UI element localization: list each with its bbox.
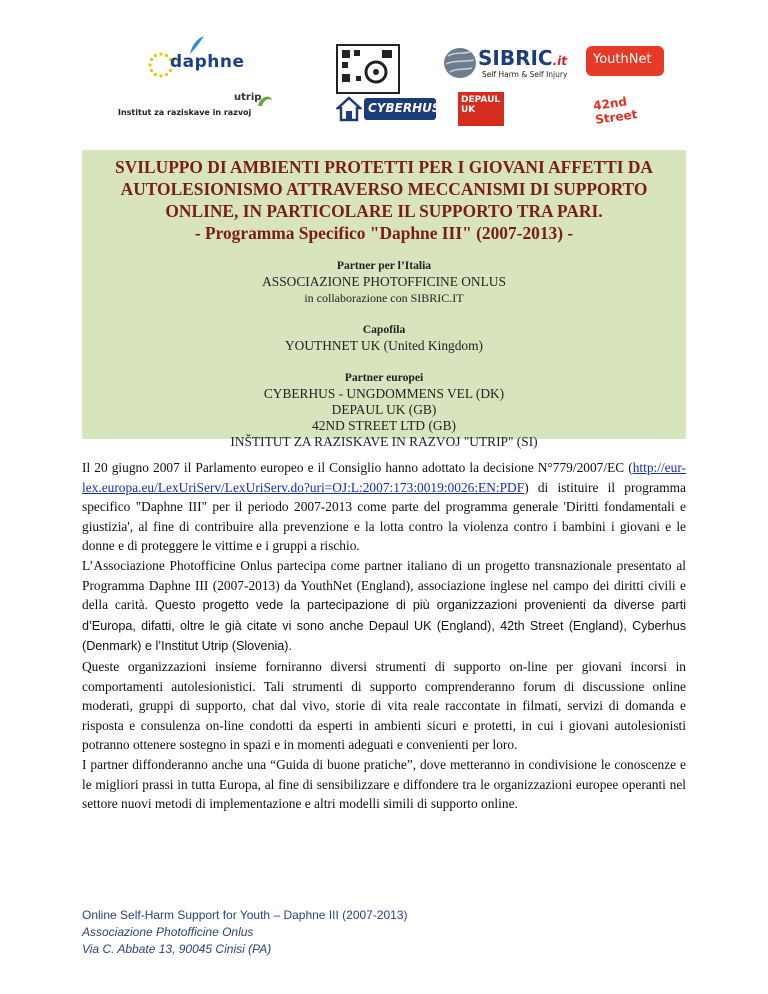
cyberhus-wordmark: CYBERHUS	[368, 101, 441, 115]
utrip-institute-label: Institut za raziskave in razvoj	[118, 108, 252, 117]
utrip-swirl-icon	[256, 92, 274, 110]
youthnet-wordmark: YouthNet	[593, 52, 652, 67]
eur-lex-link[interactable]: http://eur-lex.europa.eu/LexUriServ/LexUriServ.do?uri=OJ:L:2007:173:0019:0026:EN:PDF	[82, 460, 686, 495]
footer-organization: Associazione Photofficine Onlus	[82, 925, 254, 939]
title-line: ONLINE, IN PARTICOLARE IL SUPPORTO TRA PARI.	[165, 201, 603, 221]
european-partner: INŠTITUT ZA RAZISKAVE IN RAZVOJ "UTRIP" (SI)	[230, 434, 538, 449]
depaul-wordmark: DEPAUL UK	[461, 95, 501, 115]
paragraph-photofficine: L’Associazione Photofficine Onlus partecipa come partner italiano di un progetto transnazionale presentato al Programma Daphne III (2007-2013) da YouthNet (England), associazione inglese nel campo dei diritti civili e della carità. Questo progetto vede la partecipazione di più organizzazioni provenienti da diverse parti d’Europa, difatti, oltre le già citate vi sono anche Depaul UK (England), 42th Street (England), Cyberhus (Denmark) e l’Institut Utrip (Slovenia).	[82, 557, 686, 654]
lead-partner-name: YOUTHNET UK (United Kingdom)	[285, 338, 483, 353]
42nd-street-logo	[588, 90, 666, 127]
european-partners-label: Partner europei	[344, 371, 424, 384]
footer-project: Online Self-Harm Support for Youth – Daphne III (2007-2013)	[82, 908, 408, 922]
page-footer	[82, 907, 408, 958]
lead-partner-label: Capofila	[362, 323, 406, 336]
daphne-logo	[148, 40, 245, 84]
utrip-logo	[118, 92, 273, 122]
utrip-wordmark: utrip	[234, 92, 262, 103]
european-partner: 42ND STREET LTD (GB)	[312, 418, 456, 433]
cyberhus-logo	[336, 96, 441, 122]
daphne-wordmark: daphne	[170, 52, 245, 72]
document-title	[82, 156, 686, 244]
italian-partner-block	[82, 258, 686, 306]
european-partner: CYBERHUS - UNGDOMMENS VEL (DK)	[263, 386, 505, 401]
italian-partner-collaboration: in collaborazione con SIBRIC.IT	[304, 291, 464, 305]
title-line: - Programma Specifico "Daphne III" (2007-2013) -	[194, 223, 574, 243]
paragraph-good-practice: I partner diffonderanno anche una “Guida di buone pratiche”, dove metteranno in condivisione le conoscenze e le migliori prassi in tutta Europa, al fine di sensibilizzare e diffondere tra le organizzazioni europee operanti nel settore nuovi metodi di implementazione e altri modelli simili di supporto online.	[82, 756, 686, 812]
depaul-logo	[458, 92, 504, 126]
house-icon	[336, 96, 362, 122]
sibric-globe-icon	[442, 46, 478, 80]
sibric-subtitle: Self Harm & Self Injury	[482, 70, 568, 79]
italian-partner-name: ASSOCIAZIONE PHOTOFFICINE ONLUS	[262, 274, 506, 289]
sibric-wordmark: SIBRIC.it	[478, 46, 568, 70]
paragraph-daphne-decision: Il 20 giugno 2007 il Parlamento europeo e il Consiglio hanno adottato la decisione N°779/2007/EC (http://eur-lex.europa.eu/LexUriServ/LexUriServ.do?uri=OJ:L:2007:173:0019:0026:EN:PDF) di istituire il programma specifico "Daphne III" per il periodo 2007-2013 come parte del programma generale 'Diritti fondamentali e giustizia', al fine di contribuire alla prevenzione e la lotta contro la violenza contro i bambini i giovani e le donne e di proteggere le vittime e i gruppi a rischio.	[82, 460, 686, 554]
footer-address: Via C. Abbate 13, 90045 Cinisi (PA)	[82, 942, 272, 956]
body-text	[82, 458, 686, 814]
title-line: AUTOLESIONISMO ATTRAVERSO MECCANISMI DI SUPPORTO	[120, 179, 648, 199]
european-partner: DEPAUL UK (GB)	[331, 402, 437, 417]
paragraph-support-tools: Queste organizzazioni insieme forniranno diversi strumenti di supporto on-line per giovani incorsi in comportamenti autolesionistici. Tali strumenti di supporto comprenderanno forum di discussione online moderati, gruppi di supporto, chat dal vivo, storie di vita reale raccontate in filmati, servizi di domanda e risposta e consulenza on-line condotti da esperti in ambienti sicuri e protetti, in cui i giovani autolesionisti potranno ottenere sostegno in spazi e in momenti adeguati e convenienti per loro.	[82, 658, 686, 753]
title-line: SVILUPPO DI AMBIENTI PROTETTI PER I GIOVANI AFFETTI DA	[115, 157, 653, 177]
european-partners-block	[82, 370, 686, 450]
logo-bar	[0, 0, 768, 130]
qr-pattern-icon	[338, 46, 398, 92]
42nd-street-wordmark: 42nd Street	[592, 94, 639, 127]
sibric-logo	[442, 46, 582, 82]
youthnet-logo	[586, 46, 664, 76]
lead-partner-block	[82, 322, 686, 354]
italian-partner-label: Partner per l’Italia	[336, 259, 432, 272]
qr-logo	[336, 44, 400, 94]
